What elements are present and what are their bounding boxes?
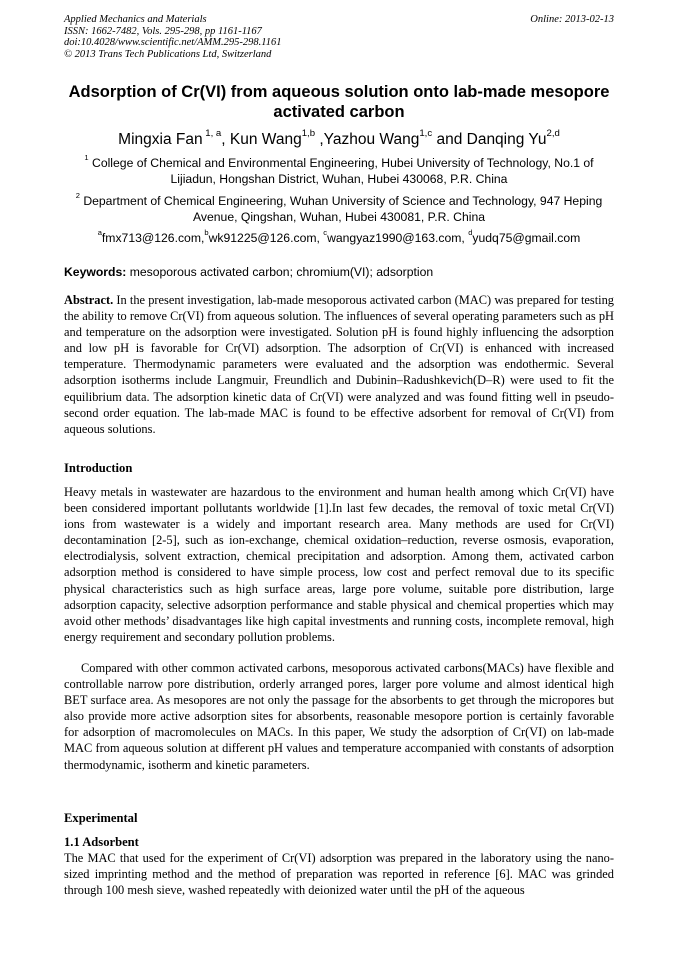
email-address: wk91225@126.com [208,231,317,245]
author-separator: , [221,131,230,148]
email-separator: , [201,231,205,245]
affiliation-2 [64,193,614,225]
introduction-paragraph-1: Heavy metals in wastewater are hazardous to the environment and human health among which Cr(VI) have been considered important pollutants worldwide [1].In last few decades, the removal of toxic metal Cr(VI) ions from wastewater is a widely and important research area. Many methods are used for Cr(VI) decontamination [2-5], such as ion-exchange, chemical oxidation–reduction, reverse osmosis, evaporation, electrodialysis, solvent extraction, chemical precipitation and adsorption. Among them, activated carbon adsorption method is considered to have simple process, low cost and perfect removal due to its specific physical characteristics such as high surface areas, large pore volume, suitable pore distribution, large adsorption capacity, selective adsorption performance and stable physical and chemical properties which may avoid other methods’ disadvantages like high capital investments and running costs, incomplete removal, high energy requirement and secondary pollution problems. [64,485,614,644]
keywords [64,264,614,280]
paper-title: Adsorption of Cr(VI) from aqueous solution onto lab-made mesopore activated carbon [68,83,610,121]
email-separator: , [316,231,324,245]
author-list [64,127,614,149]
affiliation-number: 2 [75,191,80,201]
journal-header [64,14,614,60]
section-heading-experimental: Experimental [64,811,138,825]
email-mark: b [204,228,209,238]
subsection-heading-adsorbent: 1.1 Adsorbent [64,835,139,849]
author-name: Kun Wang [229,131,302,148]
abstract-label: Abstract. [64,293,114,307]
abstract-text: In the present investigation, lab-made mesoporous activated carbon (MAC) was prepared for testing the ability to remove Cr(VI) from aqueous solution. The influences of several operating parameters such as pH and temperature on the adsorption were investigated. Solution pH is found highly influencing the adsorption and low pH is favorable for Cr(VI) adsorption. The adsorption of Cr(VI) is enhanced with increased temperature. Thermodynamic parameters were evaluated and the adsorption was endothermic. Several adsorption isotherms include Langmuir, Freundlich and Dubinin–Radushkevich(D–R) were used to fit the equilibrium data. The adsorption kinetic data of Cr(VI) were analyzed and was found fitting well in pseudo-second order equation. The lab-made MAC is found to be effective adsorbent for removal of Cr(VI) from aqueous solutions. [64,293,614,436]
email-address: yudq75@gmail.com [472,231,581,245]
author-name: Danqing Yu [466,131,547,148]
affiliation-text: Department of Chemical Engineering, Wuhan University of Science and Technology, 947 Heping Avenue, Qingshan, Wuhan, Hubei 430081, P.R. China [83,194,603,224]
online-date: Online: 2013-02-13 [530,14,614,25]
email-address: fmx713@126.com [101,231,201,245]
abstract [64,292,614,437]
author-affiliation-mark: 1,b [301,127,316,139]
journal-doi: doi:10.4028/www.scientific.net/AMM.295-298.1161 [64,37,282,48]
author-affiliation-mark: 1, a [202,127,222,139]
affiliation-number: 1 [84,153,89,163]
author-name: Yazhou Wang [323,131,420,148]
keywords-label: Keywords: [64,265,127,279]
affiliation-text: College of Chemical and Environmental Engineering, Hubei University of Technology, No.1 of Lijiadun, Hongshan District, Wuhan, Hubei 430068, P.R. China [92,156,594,186]
journal-copyright: © 2013 Trans Tech Publications Ltd, Switzerland [64,48,272,60]
author-affiliation-mark: 1,c [419,127,433,139]
email-list [64,230,614,246]
affiliation-1 [64,155,614,187]
section-heading-introduction: Introduction [64,461,133,475]
author-name: Mingxia Fan [118,131,203,148]
journal-issn: ISSN: 1662-7482, Vols. 295-298, pp 1161-1167 [64,25,262,37]
introduction-paragraph-2: Compared with other common activated carbons, mesoporous activated carbons(MACs) have flexible and controllable narrow pore distribution, orderly arranged pores, larger pore volume and almost identical high BET surface area. As mesopores are not only the passage for the absorbents to get through the micropores but also provide more active adsorption sites for absorbents, reasonable mesopore portion is certainly favorable for adsorption of macromolecules on MACs. In this paper, We study the adsorption of Cr(VI) on lab-made MAC from aqueous solution at different pH values and temperature accompanied with constants of adsorption thermodynamic, isotherm and kinetic parameters. [64,661,614,772]
experimental-paragraph-1: The MAC that used for the experiment of Cr(VI) adsorption was prepared in the laboratory using the nano-sized imprinting method and the method of preparation was reported in reference [6]. MAC was grinded through 100 mesh sieve, washed repeatedly with deionized water until the pH of the aqueous [64,851,614,898]
author-separator: , [315,131,324,148]
journal-name: Applied Mechanics and Materials [64,14,207,25]
keywords-text: mesoporous activated carbon; chromium(VI); adsorption [126,265,434,279]
email-address: wangyaz1990@163.com [327,231,462,245]
author-separator: and [432,131,467,148]
author-affiliation-mark: 2,d [546,127,560,139]
email-mark: c [323,228,328,238]
email-separator: , [461,231,469,245]
email-mark: d [468,228,473,238]
email-mark: a [97,228,102,238]
